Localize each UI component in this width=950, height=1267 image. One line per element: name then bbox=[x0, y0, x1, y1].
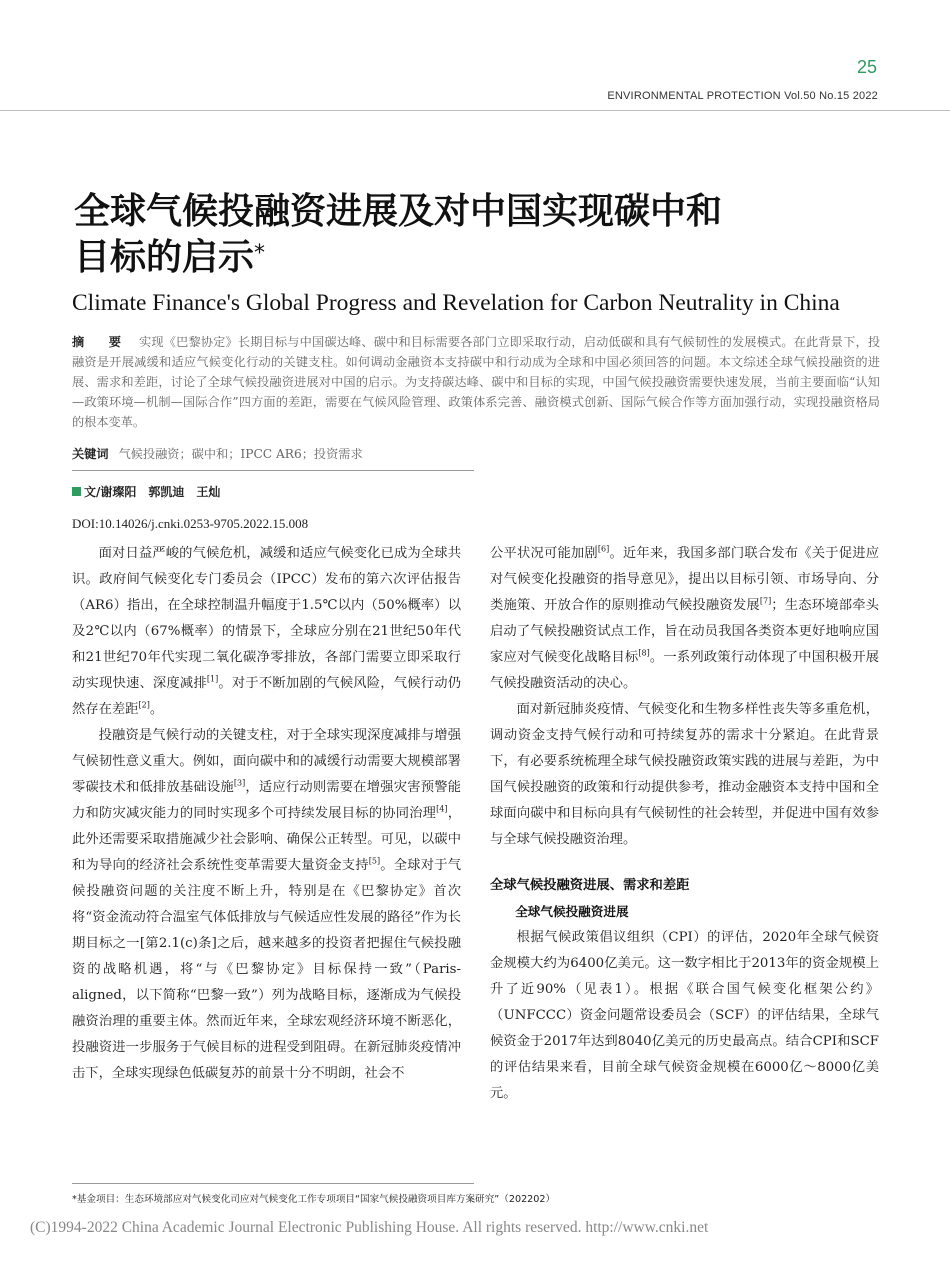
title-line-2-text: 目标的启示 bbox=[74, 237, 255, 278]
citation[interactable]: [2] bbox=[138, 700, 150, 710]
doi: DOI:10.14026/j.cnki.0253-9705.2022.15.008 bbox=[72, 516, 309, 531]
article-title-cn bbox=[74, 189, 894, 281]
body-column-right bbox=[490, 541, 879, 1107]
text: 面对日益严峻的气候危机，减缓和适应气候变化已成为全球共识。政府间气候变化专门委员会（IPCC）发布的第六次评估报告（AR6）指出，在全球控制温升幅度于1.5℃以内（50%概率）以及2℃以内（67%概率）的情景下，全球应分别在21世纪50年代和21世纪70年代实现二氧化碳净零排放，各部门需要立即采取行动实现快速、深度减排 bbox=[72, 546, 461, 691]
citation[interactable]: [8] bbox=[638, 648, 650, 658]
spacer bbox=[490, 853, 879, 873]
text: 。 bbox=[149, 702, 164, 717]
citation[interactable]: [7] bbox=[759, 596, 772, 606]
body-column-left bbox=[72, 541, 461, 1087]
citation[interactable]: [3] bbox=[233, 778, 246, 788]
keywords-divider bbox=[72, 470, 474, 471]
citation[interactable]: [4] bbox=[436, 804, 448, 814]
subsection-heading: 全球气候投融资进展 bbox=[515, 904, 629, 919]
keywords-label: 关键词 bbox=[72, 447, 109, 461]
footnote-divider bbox=[72, 1183, 474, 1184]
author-marker-icon bbox=[72, 487, 81, 496]
header-divider bbox=[0, 110, 950, 111]
copyright-watermark: (C)1994-2022 China Academic Journal Electronic Publishing House. All rights reserved. http://www.cnki.net bbox=[30, 1219, 709, 1236]
text: 。对于不断加剧的气候风险，气候行动仍然存在差距 bbox=[72, 676, 462, 717]
text: ，适应行动则需要在增强灾害预警能力和防灾减灾能力的同时实现多个可持续发展目标的协同治理 bbox=[72, 780, 462, 821]
funding-footnote: *基金项目：生态环境部应对气候变化司应对气候变化工作专项项目“国家气候投融资项目库方案研究”（202202） bbox=[72, 1194, 556, 1205]
paragraph bbox=[490, 541, 879, 697]
journal-info: ENVIRONMENTAL PROTECTION Vol.50 No.15 2022 bbox=[607, 90, 878, 102]
text: ；生态环境部牵头启动了气候投融资试点工作，旨在动员我国各类资本更好地响应国家应对气候变化战略目标 bbox=[490, 598, 880, 665]
title-line-1: 全球气候投融资进展及对中国实现碳中和 bbox=[74, 191, 723, 232]
funding-star: * bbox=[254, 241, 266, 266]
text: 。近年来，我国多部门联合发布《关于促进应对气候变化投融资的指导意见》，提出以目标引领、市场导向、分类施策、开放合作的原则推动气候投融资发展 bbox=[490, 546, 880, 613]
keywords bbox=[72, 444, 880, 464]
paragraph: 根据气候政策倡议组织（CPI）的评估，2020年全球气候资金规模大约为6400亿美元。这一数字相比于2013年的资金规模上升了近90%（见表1）。根据《联合国气候变化框架公约》（UNFCCC）资金问题常设委员会（SCF）的评估结果，全球气候资金于2017年达到8040亿美元的历史最高点。结合CPI和SCF的评估结果来看，目前全球气候资金规模在6000亿～8000亿美元。 bbox=[490, 930, 879, 1101]
article-title-en: Climate Finance's Global Progress and Revelation for Carbon Neutrality in China bbox=[72, 290, 840, 316]
text: ，此外还需要采取措施减少社会影响、确保公正转型。可见，以碳中和为导向的经济社会系统性变革需要大量资金支持 bbox=[72, 806, 462, 873]
text: 。一系列政策行动体现了中国积极开展气候投融资活动的决心。 bbox=[490, 650, 880, 691]
section-heading: 全球气候投融资进展、需求和差距 bbox=[490, 878, 690, 893]
text: 。全球对于气候投融资问题的关注度不断上升，特别是在《巴黎协定》首次将“资金流动符合温室气体低排放与气候适应性发展的路径”作为长期目标之一[第2.1(c)条]之后，越来越多的投资者把握住气候投融资的战略机遇，将“与《巴黎协定》目标保持一致”（Paris-aligned，以下简称“巴黎一致”）列为战略目标，逐渐成为气候投融资治理的重要主体。然而近年来，全球宏观经济环境不断恶化，投融资进一步服务于气候目标的进程受到阻碍。在新冠肺炎疫情冲击下，全球实现绿色低碳复苏的前景十分不明朗，社会不 bbox=[72, 858, 462, 1081]
citation[interactable]: [1] bbox=[206, 674, 219, 684]
text: 公平状况可能加剧 bbox=[490, 546, 598, 561]
abstract-text: 实现《巴黎协定》长期目标与中国碳达峰、碳中和目标需要各部门立即采取行动，启动低碳和具有气候韧性的发展模式。在此背景下，投融资是开展减缓和适应气候变化行动的关键支柱。如何调动金融资本支持碳中和行动成为全球和中国必须回答的问题。本文综述全球气候投融资的进展、需求和差距，讨论了全球气候投融资进展对中国的启示。为支持碳达峰、碳中和目标的实现，中国气候投融资需要快速发展，当前主要面临“认知—政策环境—机制—国际合作”四方面的差距，需要在气候风险管理、政策体系完善、融资模式创新、国际气候合作等方面加强行动，实现投融资格局的根本变革。 bbox=[72, 335, 881, 429]
page-number: 25 bbox=[857, 57, 878, 77]
title-line-2 bbox=[74, 235, 894, 281]
paragraph: 面对新冠肺炎疫情、气候变化和生物多样性丧失等多重危机，调动资金支持气候行动和可持续复苏的需求十分紧迫。在此背景下，有必要系统梳理全球气候投融资政策实践的进展与差距，为中国气候投融资的政策和行动提供参考，推动金融资本支持中国和全球面向碳中和目标向具有气候韧性的社会转型，并促进中国有效参与全球气候投融资治理。 bbox=[490, 702, 879, 847]
abstract bbox=[72, 332, 880, 432]
keywords-text: 气候投融资；碳中和；IPCC AR6；投资需求 bbox=[118, 447, 363, 461]
paragraph bbox=[72, 723, 461, 1087]
citation[interactable]: [5] bbox=[368, 856, 381, 866]
authors-text: 文/谢璨阳 郭凯迪 王灿 bbox=[84, 485, 221, 499]
paragraph bbox=[72, 541, 461, 723]
citation[interactable]: [6] bbox=[597, 544, 610, 554]
authors bbox=[72, 483, 220, 500]
text: 投融资是气候行动的关键支柱，对于全球实现深度减排与增强气候韧性意义重大。例如，面向碳中和的减缓行动需要大规模部署零碳技术和低排放基础设施 bbox=[72, 728, 461, 795]
abstract-label: 摘 要 bbox=[72, 335, 128, 349]
